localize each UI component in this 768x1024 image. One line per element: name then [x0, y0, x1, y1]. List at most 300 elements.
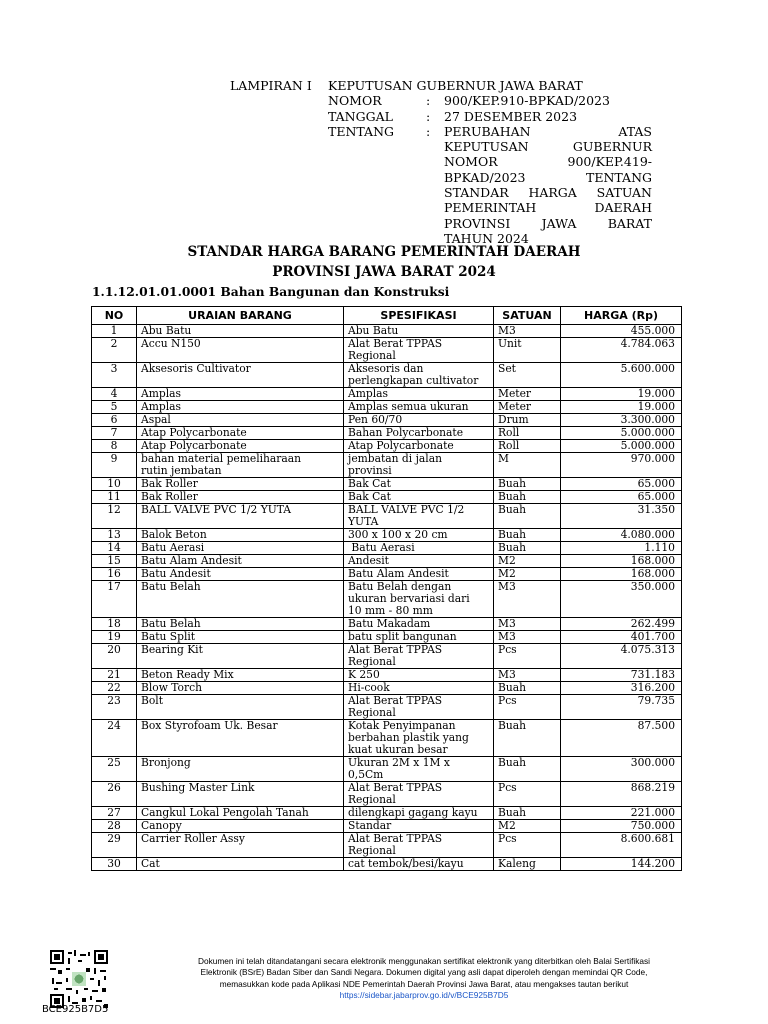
cell-satuan — [494, 581, 561, 618]
lampiran-label: LAMPIRAN I — [230, 78, 312, 93]
cell-no-line: 2 — [110, 337, 118, 350]
cell-no-line: 5 — [110, 400, 118, 413]
cell-no-line: 3 — [110, 362, 118, 375]
cell-no — [92, 478, 137, 491]
cell-harga-line: 3.300.000 — [620, 413, 675, 426]
cell-no — [92, 388, 137, 401]
cell-satuan-line: Buah — [498, 528, 526, 541]
cell-uraian — [137, 529, 344, 542]
cell-no-line: 14 — [107, 541, 121, 554]
table-row — [92, 757, 682, 782]
cell-harga — [561, 568, 682, 581]
cell-harga-line: 221.000 — [630, 806, 675, 819]
cell-uraian-line: Aksesoris Cultivator — [141, 362, 251, 375]
cell-satuan-line: Roll — [498, 426, 520, 439]
cell-satuan — [494, 833, 561, 858]
cell-satuan-line: M2 — [498, 567, 516, 580]
cell-harga — [561, 618, 682, 631]
cell-uraian-line: Blow Torch — [141, 681, 202, 694]
cell-satuan-line: M3 — [498, 668, 516, 681]
cell-uraian-line: Accu N150 — [141, 337, 201, 350]
cell-harga — [561, 453, 682, 478]
cell-satuan — [494, 782, 561, 807]
cell-harga-line: 868.219 — [630, 781, 675, 794]
cell-no — [92, 631, 137, 644]
cell-spesifikasi — [344, 491, 494, 504]
cell-spesifikasi-line: Batu Alam Andesit — [348, 567, 449, 580]
cell-no — [92, 555, 137, 568]
cell-harga — [561, 695, 682, 720]
cell-spesifikasi-line: perlengkapan cultivator — [348, 374, 479, 387]
cell-harga — [561, 858, 682, 871]
cell-spesifikasi — [344, 363, 494, 388]
cell-harga-line: 4.075.313 — [620, 643, 675, 656]
cell-no — [92, 833, 137, 858]
table-row — [92, 782, 682, 807]
cell-no-line: 7 — [110, 426, 118, 439]
cell-harga-line: 750.000 — [630, 819, 675, 832]
cell-no-line: 10 — [107, 477, 121, 490]
cell-spesifikasi — [344, 820, 494, 833]
cell-spesifikasi-line: Abu Batu — [348, 324, 399, 337]
cell-uraian — [137, 757, 344, 782]
cell-harga — [561, 529, 682, 542]
cell-spesifikasi — [344, 325, 494, 338]
cell-harga-line: 65.000 — [637, 477, 675, 490]
cell-spesifikasi-line: Regional — [348, 793, 396, 806]
table-row — [92, 542, 682, 555]
cell-uraian — [137, 542, 344, 555]
nomor-value: 900/KEP.910-BPKAD/2023 — [444, 93, 610, 109]
tanggal-label: TANGGAL — [328, 108, 393, 124]
cell-spesifikasi-line: Regional — [348, 706, 396, 719]
cell-harga — [561, 644, 682, 669]
cell-spesifikasi — [344, 453, 494, 478]
cell-uraian — [137, 682, 344, 695]
tentang-line: PERUBAHAN ATAS — [444, 123, 652, 139]
cell-harga-line: 19.000 — [637, 400, 675, 413]
cell-no — [92, 414, 137, 427]
footer-line: memasukkan kode pada Aplikasi NDE Pemerintah Daerah Provinsi Jawa Barat, atau mengakses tautan berikut — [219, 978, 629, 989]
cell-harga-line: 19.000 — [637, 387, 675, 400]
cell-no-line: 26 — [107, 781, 121, 794]
cell-harga — [561, 414, 682, 427]
table-row — [92, 631, 682, 644]
cell-satuan-line: Buah — [498, 541, 526, 554]
tentang-line: PEMERINTAH DAERAH — [444, 200, 652, 216]
cell-spesifikasi-line: Kotak Penyimpanan — [348, 719, 456, 732]
cell-satuan — [494, 858, 561, 871]
cell-satuan — [494, 820, 561, 833]
cell-spesifikasi — [344, 581, 494, 618]
cell-spesifikasi — [344, 757, 494, 782]
cell-no — [92, 757, 137, 782]
cell-spesifikasi — [344, 440, 494, 453]
cell-satuan-line: Buah — [498, 490, 526, 503]
cell-uraian-line: Atap Polycarbonate — [141, 439, 247, 452]
cell-spesifikasi — [344, 529, 494, 542]
cell-uraian — [137, 491, 344, 504]
cell-satuan-line: M3 — [498, 580, 516, 593]
cell-harga — [561, 504, 682, 529]
cell-spesifikasi — [344, 631, 494, 644]
table-row — [92, 833, 682, 858]
cell-no-line: 29 — [107, 832, 121, 845]
qr-code-icon — [50, 950, 108, 1008]
cell-uraian — [137, 782, 344, 807]
cell-spesifikasi-line: Alat Berat TPPAS — [348, 643, 443, 656]
cell-spesifikasi — [344, 644, 494, 669]
table-row — [92, 669, 682, 682]
cell-no-line: 16 — [107, 567, 121, 580]
cell-harga — [561, 338, 682, 363]
price-table — [91, 306, 682, 871]
cell-uraian-line: Box Styrofoam Uk. Besar — [141, 719, 278, 732]
cell-harga-line: 1.110 — [644, 541, 675, 554]
cell-harga-line: 262.499 — [630, 617, 675, 630]
cell-harga-line: 168.000 — [630, 554, 675, 567]
cell-satuan — [494, 669, 561, 682]
table-body — [92, 325, 682, 871]
cell-satuan — [494, 414, 561, 427]
cell-uraian-line: Beton Ready Mix — [141, 668, 234, 681]
cell-spesifikasi — [344, 401, 494, 414]
cell-no — [92, 618, 137, 631]
cell-harga-line: 5.000.000 — [620, 439, 675, 452]
cell-uraian-line: Bak Roller — [141, 490, 198, 503]
cell-no-line: 18 — [107, 617, 121, 630]
cell-no — [92, 401, 137, 414]
table-row — [92, 504, 682, 529]
table-row — [92, 581, 682, 618]
cell-spesifikasi-line: ukuran bervariasi dari — [348, 592, 470, 605]
col-header-uraian: URAIAN BARANG — [137, 307, 344, 325]
cell-spesifikasi — [344, 478, 494, 491]
cell-harga — [561, 388, 682, 401]
cell-spesifikasi — [344, 568, 494, 581]
table-row — [92, 478, 682, 491]
cell-no-line: 12 — [107, 503, 121, 516]
cell-no — [92, 453, 137, 478]
cell-spesifikasi-line: 300 x 100 x 20 cm — [348, 528, 448, 541]
cell-spesifikasi-line: Batu Aerasi — [348, 541, 415, 554]
table-row — [92, 618, 682, 631]
cell-no-line: 13 — [107, 528, 121, 541]
cell-no-line: 22 — [107, 681, 121, 694]
cell-no-line: 27 — [107, 806, 121, 819]
cell-spesifikasi-line: batu split bangunan — [348, 630, 457, 643]
cell-spesifikasi-line: jembatan di jalan — [348, 452, 442, 465]
esign-footer — [124, 956, 724, 1002]
table-row — [92, 388, 682, 401]
cell-satuan — [494, 807, 561, 820]
cell-no — [92, 695, 137, 720]
tentang-line: TAHUN 2024 — [444, 230, 529, 246]
cell-no — [92, 568, 137, 581]
cell-satuan-line: Pcs — [498, 694, 517, 707]
cell-harga-line: 4.784.063 — [620, 337, 675, 350]
cell-satuan — [494, 682, 561, 695]
tentang-line: NOMOR 900/KEP.419- — [444, 154, 652, 170]
cell-harga — [561, 581, 682, 618]
cell-uraian-line: Bak Roller — [141, 477, 198, 490]
cell-no-line: 20 — [107, 643, 121, 656]
cell-no — [92, 682, 137, 695]
cell-uraian-line: bahan material pemeliharaan — [141, 452, 302, 465]
table-row — [92, 414, 682, 427]
cell-harga — [561, 427, 682, 440]
table-row — [92, 644, 682, 669]
verification-link[interactable]: https://sidebar.jabarprov.go.id/v/BCE925B7D5 — [339, 990, 509, 1001]
cell-satuan-line: M3 — [498, 617, 516, 630]
cell-no — [92, 338, 137, 363]
cell-harga-line: 350.000 — [630, 580, 675, 593]
cell-uraian — [137, 414, 344, 427]
cell-uraian — [137, 440, 344, 453]
cell-satuan-line: Drum — [498, 413, 529, 426]
table-row — [92, 695, 682, 720]
cell-satuan — [494, 338, 561, 363]
cell-spesifikasi-line: K 250 — [348, 668, 380, 681]
cell-uraian-line: Batu Belah — [141, 580, 201, 593]
cell-no-line: 15 — [107, 554, 121, 567]
cell-satuan — [494, 453, 561, 478]
cell-harga — [561, 478, 682, 491]
col-header-harga: HARGA (Rp) — [561, 307, 682, 325]
cell-spesifikasi-line: Ukuran 2M x 1M x — [348, 756, 450, 769]
cell-satuan — [494, 757, 561, 782]
cell-harga — [561, 363, 682, 388]
cell-satuan — [494, 618, 561, 631]
cell-uraian-line: Carrier Roller Assy — [141, 832, 245, 845]
cell-harga — [561, 440, 682, 453]
cell-harga-line: 8.600.681 — [620, 832, 675, 845]
cell-uraian-line: Aspal — [141, 413, 171, 426]
cell-satuan — [494, 478, 561, 491]
cell-spesifikasi-line: Hi-cook — [348, 681, 390, 694]
cell-spesifikasi-line: Batu Belah dengan — [348, 580, 452, 593]
cell-spesifikasi-line: YUTA — [348, 515, 379, 528]
cell-harga-line: 144.200 — [630, 857, 675, 870]
cell-uraian-line: Abu Batu — [141, 324, 192, 337]
table-row — [92, 325, 682, 338]
col-header-no: NO — [92, 307, 137, 325]
cell-uraian-line: Cangkul Lokal Pengolah Tanah — [141, 806, 309, 819]
tanggal-value: 27 DESEMBER 2023 — [444, 108, 578, 124]
document-title-line2: PROVINSI JAWA BARAT 2024 — [272, 264, 496, 280]
cell-satuan-line: Meter — [498, 387, 531, 400]
cell-uraian — [137, 669, 344, 682]
cell-spesifikasi — [344, 833, 494, 858]
cell-uraian-line: Bearing Kit — [141, 643, 203, 656]
nomor-label: NOMOR — [328, 93, 382, 109]
table-row — [92, 682, 682, 695]
cell-satuan-line: Buah — [498, 681, 526, 694]
cell-spesifikasi — [344, 414, 494, 427]
cell-no — [92, 644, 137, 669]
footer-line: Elektronik (BSrE) Badan Siber dan Sandi Negara. Dokumen digital yang asli dapat diperoleh dengan memindai QR Code, — [200, 967, 648, 978]
cell-uraian — [137, 618, 344, 631]
document-title: STANDAR HARGA BARANG PEMERINTAH DAERAH — [187, 244, 581, 260]
cell-satuan-line: Pcs — [498, 781, 517, 794]
cell-uraian-line: Batu Alam Andesit — [141, 554, 242, 567]
cell-satuan-line: Roll — [498, 439, 520, 452]
cell-spesifikasi-line: dilengkapi gagang kayu — [348, 806, 478, 819]
cell-uraian-line: Bushing Master Link — [141, 781, 255, 794]
cell-spesifikasi-line: Amplas — [348, 387, 388, 400]
cell-uraian — [137, 401, 344, 414]
lampiran-header — [230, 78, 652, 246]
cell-spesifikasi — [344, 542, 494, 555]
cell-harga-line: 401.700 — [630, 630, 675, 643]
cell-no-line: 19 — [107, 630, 121, 643]
cell-uraian — [137, 695, 344, 720]
cell-satuan — [494, 491, 561, 504]
cell-spesifikasi — [344, 504, 494, 529]
cell-spesifikasi-line: 10 mm - 80 mm — [348, 604, 433, 617]
cell-satuan — [494, 568, 561, 581]
cell-uraian — [137, 644, 344, 669]
cell-satuan — [494, 440, 561, 453]
cell-uraian — [137, 568, 344, 581]
cell-satuan — [494, 720, 561, 757]
cell-spesifikasi-line: Regional — [348, 349, 396, 362]
tentang-line: STANDAR HARGA SATUAN — [444, 185, 652, 201]
cell-uraian-line: Batu Aerasi — [141, 541, 205, 554]
cell-spesifikasi — [344, 669, 494, 682]
table-row — [92, 491, 682, 504]
cell-uraian — [137, 453, 344, 478]
cell-no — [92, 720, 137, 757]
cell-harga — [561, 325, 682, 338]
cell-satuan — [494, 695, 561, 720]
cell-uraian-line: Bronjong — [141, 756, 191, 769]
cell-spesifikasi — [344, 388, 494, 401]
cell-harga — [561, 782, 682, 807]
cell-spesifikasi-line: Aksesoris dan — [348, 362, 424, 375]
cell-spesifikasi — [344, 618, 494, 631]
cell-satuan — [494, 325, 561, 338]
cell-no-line: 23 — [107, 694, 121, 707]
cell-uraian-line: Canopy — [141, 819, 182, 832]
cell-satuan-line: Meter — [498, 400, 531, 413]
cell-harga-line: 168.000 — [630, 567, 675, 580]
cell-harga-line: 455.000 — [630, 324, 675, 337]
cell-spesifikasi-line: Andesit — [348, 554, 389, 567]
cell-satuan-line: M3 — [498, 630, 516, 643]
cell-no — [92, 820, 137, 833]
cell-uraian — [137, 338, 344, 363]
cell-satuan — [494, 363, 561, 388]
table-row — [92, 807, 682, 820]
cell-satuan — [494, 388, 561, 401]
cell-satuan-line: Set — [498, 362, 516, 375]
table-row — [92, 720, 682, 757]
cell-harga — [561, 807, 682, 820]
cell-harga — [561, 682, 682, 695]
cell-uraian — [137, 325, 344, 338]
table-row — [92, 820, 682, 833]
cell-satuan-line: M — [498, 452, 509, 465]
table-row — [92, 529, 682, 542]
cell-no — [92, 504, 137, 529]
cell-spesifikasi — [344, 338, 494, 363]
cell-no-line: 25 — [107, 756, 121, 769]
cell-spesifikasi — [344, 782, 494, 807]
cell-harga — [561, 757, 682, 782]
cell-no — [92, 440, 137, 453]
table-row — [92, 555, 682, 568]
cell-spesifikasi — [344, 807, 494, 820]
cell-satuan — [494, 644, 561, 669]
cell-spesifikasi-line: Alat Berat TPPAS — [348, 337, 443, 350]
cell-spesifikasi-line: provinsi — [348, 464, 392, 477]
cell-spesifikasi-line: 0,5Cm — [348, 768, 384, 781]
cell-no-line: 4 — [110, 387, 118, 400]
keputusan-title: KEPUTUSAN GUBERNUR JAWA BARAT — [328, 78, 583, 93]
table-row — [92, 568, 682, 581]
cell-spesifikasi-line: Alat Berat TPPAS — [348, 781, 443, 794]
cell-spesifikasi-line: Bak Cat — [348, 477, 391, 490]
cell-no-line: 17 — [107, 580, 121, 593]
cell-uraian-line: BALL VALVE PVC 1/2 YUTA — [141, 503, 292, 516]
table-row — [92, 363, 682, 388]
cell-uraian — [137, 820, 344, 833]
table-row — [92, 440, 682, 453]
cell-no — [92, 491, 137, 504]
cell-harga — [561, 669, 682, 682]
cell-no — [92, 427, 137, 440]
cell-no-line: 28 — [107, 819, 121, 832]
cell-spesifikasi-line: Regional — [348, 655, 396, 668]
cell-spesifikasi-line: berbahan plastik yang — [348, 731, 469, 744]
cell-spesifikasi-line: Bak Cat — [348, 490, 391, 503]
tentang-sep: : — [426, 123, 431, 139]
qr-verification-code: BCE925B7D5 — [42, 1004, 109, 1015]
col-header-satuan: SATUAN — [494, 307, 561, 325]
tentang-line: BPKAD/2023 TENTANG — [444, 169, 652, 185]
tentang-line: PROVINSI JAWA BARAT — [444, 215, 652, 231]
table-row — [92, 427, 682, 440]
cell-harga-line: 87.500 — [637, 719, 675, 732]
cell-uraian — [137, 388, 344, 401]
cell-uraian — [137, 807, 344, 820]
tentang-line: KEPUTUSAN GUBERNUR — [444, 139, 652, 155]
cell-uraian-line: Batu Split — [141, 630, 196, 643]
table-row — [92, 401, 682, 414]
cell-satuan — [494, 504, 561, 529]
cell-satuan — [494, 401, 561, 414]
cell-harga — [561, 542, 682, 555]
category-subtitle: 1.1.12.01.01.0001 Bahan Bangunan dan Konstruksi — [92, 284, 450, 299]
cell-uraian — [137, 858, 344, 871]
cell-satuan — [494, 529, 561, 542]
cell-uraian-line: Batu Andesit — [141, 567, 211, 580]
cell-spesifikasi-line: cat tembok/besi/kayu — [348, 857, 464, 870]
tanggal-sep: : — [426, 108, 431, 124]
cell-harga — [561, 401, 682, 414]
cell-harga — [561, 491, 682, 504]
cell-no-line: 11 — [107, 490, 121, 503]
cell-uraian-line: Balok Beton — [141, 528, 207, 541]
cell-harga-line: 31.350 — [637, 503, 675, 516]
cell-no — [92, 529, 137, 542]
cell-no-line: 21 — [107, 668, 121, 681]
cell-spesifikasi-line: Amplas semua ukuran — [348, 400, 469, 413]
cell-harga-line: 65.000 — [637, 490, 675, 503]
cell-spesifikasi — [344, 858, 494, 871]
cell-harga — [561, 820, 682, 833]
